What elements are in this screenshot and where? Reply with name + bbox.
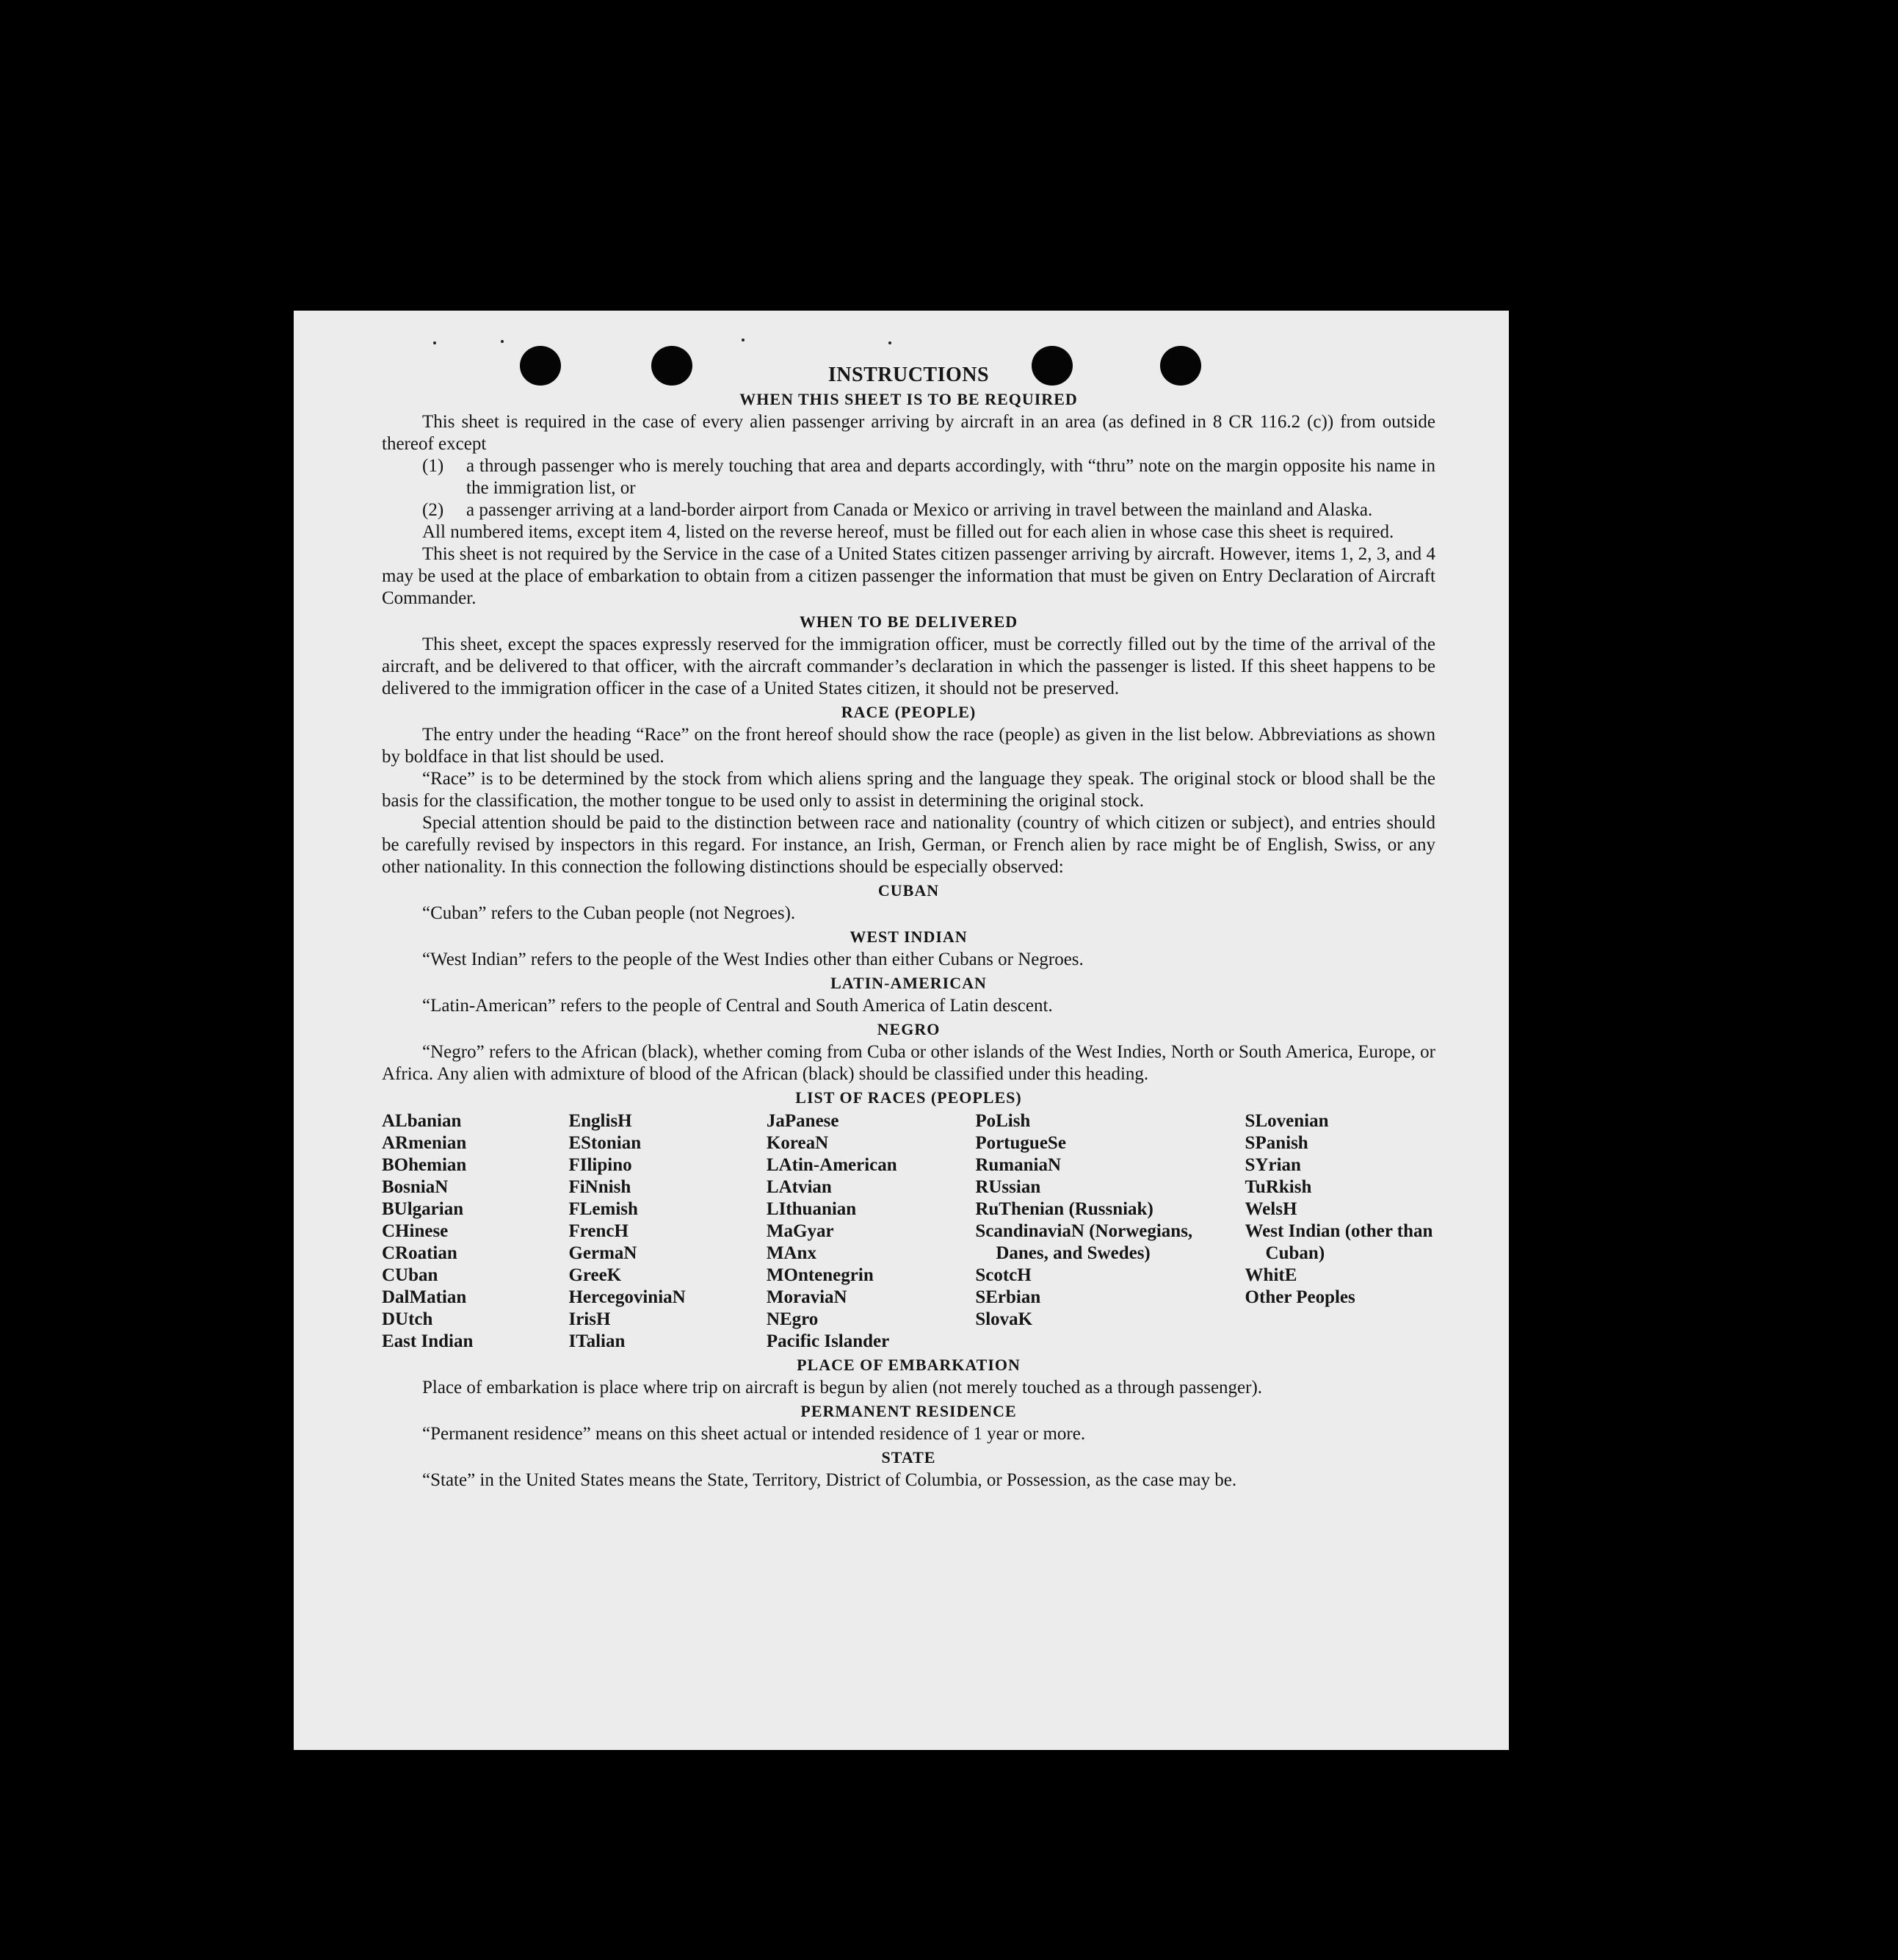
race-entry: SErbian [975, 1287, 1041, 1307]
heading-state: STATE [881, 1448, 936, 1467]
paragraph: “Cuban” refers to the Cuban people (not Negroes). [422, 903, 796, 923]
race-entry: IrisH [568, 1309, 611, 1329]
heading-residence: PERMANENT RESIDENCE [800, 1402, 1017, 1420]
item-text: a through passenger who is merely touching that area and departs accordingly, with “thru” note on the margin opposite his name in the immigration list, or [466, 456, 1435, 498]
paragraph: “State” in the United States means the State, Territory, District of Columbia, or Possession, as the case may be. [422, 1470, 1237, 1490]
race-entry: JaPanese [766, 1111, 839, 1131]
heading-west-indian: WEST INDIAN [850, 927, 968, 946]
punch-hole [1032, 346, 1073, 386]
document-page [294, 311, 1509, 1750]
paragraph: The entry under the heading “Race” on the front hereof should show the race (people) as given in the list below. Abbreviations as shown by boldface in that list should be used. [382, 725, 1435, 767]
list-item [382, 499, 1435, 521]
race-entry: BosniaN [382, 1177, 449, 1197]
heading-race: RACE (PEOPLE) [841, 703, 977, 721]
paragraph: This sheet, except the spaces expressly reserved for the immigration officer, must be correctly filled out by the time of the arrival of the aircraft, and be delivered to that officer, with the aircraft commander’s declaration in which the passenger is listed. If this sheet happens to be delivered to the immigration officer in the case of a United States citizen, it should not be preserved. [382, 634, 1435, 698]
race-entry: SPanish [1245, 1133, 1308, 1153]
punch-hole [1160, 346, 1201, 386]
heading-latin-american: LATIN-AMERICAN [830, 974, 987, 992]
race-entry: FLemish [568, 1199, 638, 1219]
race-entry: FIlipino [568, 1155, 632, 1175]
races-column [568, 1110, 766, 1353]
heading-when-delivered: WHEN TO BE DELIVERED [799, 612, 1018, 631]
race-entry: DalMatian [382, 1287, 467, 1307]
paragraph: “West Indian” refers to the people of the West Indies other than either Cubans or Negroes. [422, 950, 1084, 969]
paragraph: “Permanent residence” means on this sheet actual or intended residence of 1 year or more. [422, 1424, 1086, 1444]
race-entry: WhitE [1245, 1265, 1297, 1285]
race-entry: PoLish [975, 1111, 1031, 1131]
heading-when-required: WHEN THIS SHEET IS TO BE REQUIRED [739, 390, 1078, 408]
race-entry: NEgro [766, 1309, 819, 1329]
race-entry: ScotcH [975, 1265, 1032, 1285]
race-entry: EnglisH [568, 1111, 632, 1131]
race-entry: DUtch [382, 1309, 433, 1329]
heading-cuban: CUBAN [877, 881, 940, 900]
punch-hole [651, 346, 692, 386]
race-entry: Other Peoples [1245, 1287, 1355, 1307]
paragraph: Place of embarkation is place where trip on aircraft is begun by alien (not merely touched as a through passenger). [422, 1378, 1263, 1397]
item-number: (1) [422, 456, 444, 476]
race-entry: ARmenian [382, 1133, 467, 1153]
race-entry: SlovaK [975, 1309, 1033, 1329]
paragraph: Special attention should be paid to the distinction between race and nationality (country of which citizen or subject), and entries should be carefully revised by inspectors in this regard. For instance, an Irish, German, or French alien by race might be of English, Swiss, or any other nationality. In this connection the following distinctions should be especially observed: [382, 813, 1435, 877]
race-entry: FiNnish [568, 1177, 631, 1197]
heading-list-of-races: LIST OF RACES (PEOPLES) [795, 1088, 1022, 1107]
race-entry: CHinese [382, 1221, 449, 1241]
race-entry: ITalian [568, 1331, 626, 1351]
races-column [767, 1110, 975, 1353]
race-entry: ALbanian [382, 1111, 462, 1131]
punch-hole [520, 346, 561, 386]
race-entry: East Indian [382, 1331, 474, 1351]
paragraph: This sheet is required in the case of every alien passenger arriving by aircraft in an area (as defined in 8 CR 116.2 (c)) from outside thereof except [382, 412, 1435, 454]
heading-negro: NEGRO [877, 1020, 941, 1038]
speck [501, 340, 504, 343]
race-entry: GermaN [568, 1243, 637, 1263]
race-entry: RuThenian (Russniak) [975, 1199, 1153, 1219]
page-title: INSTRUCTIONS [827, 364, 990, 386]
race-entry: HercegoviniaN [568, 1287, 686, 1307]
race-entry: ScandinaviaN (Norwegians, Danes, and Swedes) [975, 1221, 1193, 1263]
races-column [975, 1110, 1245, 1353]
item-number: (2) [422, 500, 444, 520]
race-entry: KoreaN [766, 1133, 829, 1153]
race-entry: CRoatian [382, 1243, 457, 1263]
races-column [1245, 1110, 1435, 1353]
race-entry: LAtin-American [766, 1155, 897, 1175]
item-text: a passenger arriving at a land-border airport from Canada or Mexico or arriving in travel between the mainland and Alaska. [466, 500, 1373, 520]
race-entry: MaGyar [766, 1221, 834, 1241]
race-entry: WelsH [1245, 1199, 1297, 1219]
race-entry: GreeK [568, 1265, 622, 1285]
speck [888, 341, 891, 344]
race-entry: EStonian [568, 1133, 642, 1153]
race-entry: BUlgarian [382, 1199, 464, 1219]
race-entry: MOntenegrin [766, 1265, 874, 1285]
race-entry: FrencH [568, 1221, 629, 1241]
speck [433, 341, 436, 344]
race-entry: TuRkish [1245, 1177, 1312, 1197]
race-entry: RUssian [975, 1177, 1041, 1197]
race-entry: CUban [382, 1265, 438, 1285]
paragraph: This sheet is not required by the Service in the case of a United States citizen passenger arriving by aircraft. However, items 1, 2, 3, and 4 may be used at the place of embarkation to obtain from a citizen passenger the information that must be given on Entry Declaration of Aircraft Commander. [382, 544, 1435, 608]
race-entry: RumaniaN [975, 1155, 1061, 1175]
paragraph: All numbered items, except item 4, listed on the reverse hereof, must be filled out for each alien in whose case this sheet is required. [422, 522, 1394, 542]
race-entry: LIthuanian [766, 1199, 857, 1219]
race-entry: LAtvian [766, 1177, 832, 1197]
list-item [382, 455, 1435, 499]
speck [742, 339, 745, 341]
race-entry: West Indian (other than Cuban) [1245, 1221, 1433, 1263]
heading-embarkation: PLACE OF EMBARKATION [797, 1356, 1021, 1374]
race-entry: PortugueSe [975, 1133, 1066, 1153]
race-entry: BOhemian [382, 1155, 467, 1175]
race-entry: SYrian [1245, 1155, 1301, 1175]
race-entry: SLovenian [1245, 1111, 1329, 1131]
races-table [382, 1110, 1435, 1353]
race-entry: MAnx [766, 1243, 816, 1263]
paragraph: “Latin-American” refers to the people of Central and South America of Latin descent. [422, 996, 1053, 1016]
paragraph: “Negro” refers to the African (black), whether coming from Cuba or other islands of the West Indies, North or South America, Europe, or Africa. Any alien with admixture of blood of the African (black) should be classified under this heading. [382, 1042, 1435, 1084]
race-entry: Pacific Islander [766, 1331, 890, 1351]
paragraph: “Race” is to be determined by the stock from which aliens spring and the language they speak. The original stock or blood shall be the basis for the classification, the mother tongue to be used only to assist in determining the original stock. [382, 769, 1435, 811]
races-column [382, 1110, 568, 1353]
race-entry: MoraviaN [766, 1287, 847, 1307]
